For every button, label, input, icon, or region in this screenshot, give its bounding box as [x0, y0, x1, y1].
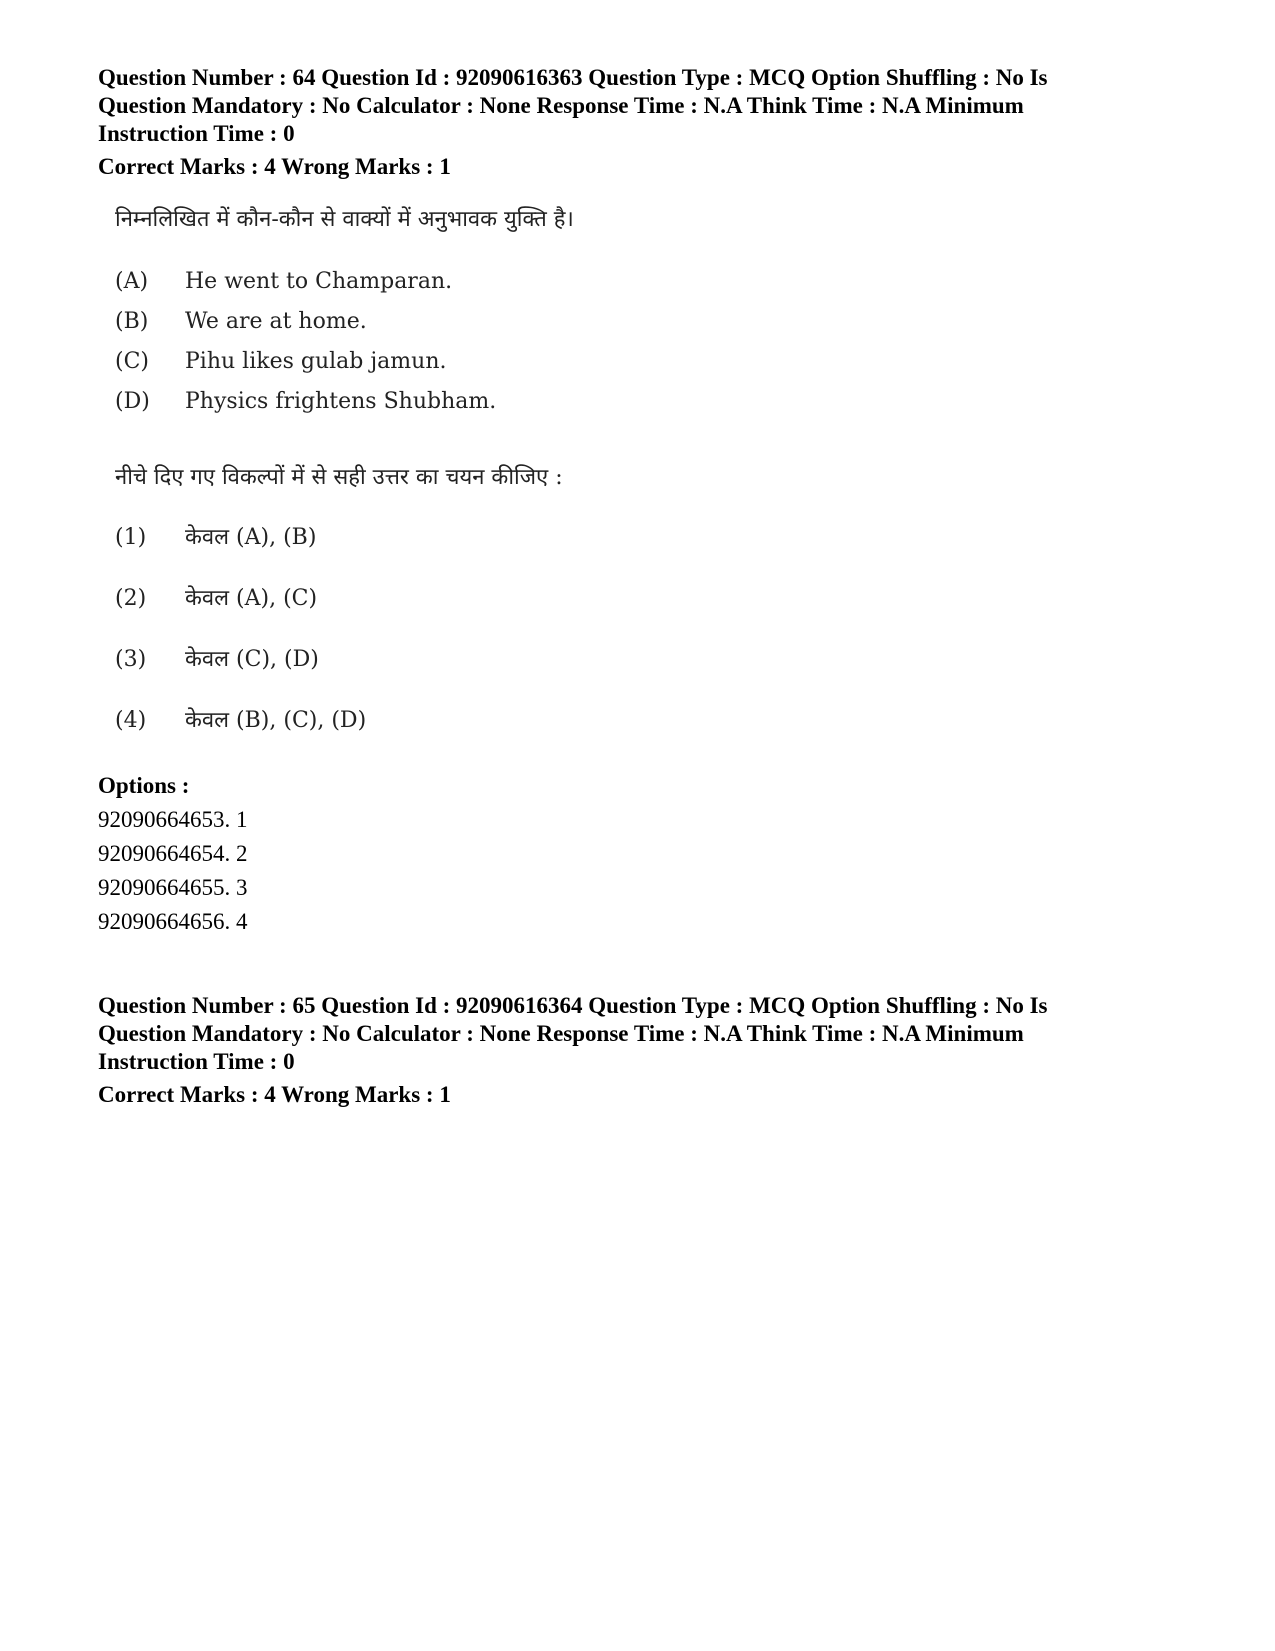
- choice-label: (4): [115, 708, 147, 733]
- statement-text: Physics frightens Shubham.: [185, 389, 497, 414]
- statement-b: [115, 307, 367, 337]
- choice-text: केवल (C), (D): [185, 647, 319, 672]
- question-65-meta: [98, 992, 1178, 1076]
- statement-text: We are at home.: [185, 309, 367, 334]
- statement-a: [115, 267, 452, 297]
- statement-label: (C): [115, 349, 149, 374]
- statement-label: (B): [115, 309, 149, 334]
- choice-text: केवल (B), (C), (D): [185, 708, 367, 733]
- statement-text: Pihu likes gulab jamun.: [185, 349, 447, 374]
- question-64-meta: [98, 64, 1178, 148]
- statement-text: He went to Champaran.: [185, 269, 453, 294]
- choice-label: (2): [115, 586, 147, 611]
- options-list: [98, 806, 1178, 946]
- choice-2: [115, 584, 317, 614]
- meta-line: Instruction Time : 0: [98, 121, 295, 146]
- choice-label: (3): [115, 647, 147, 672]
- options-heading: Options :: [98, 773, 190, 798]
- choice-1: [115, 523, 316, 553]
- meta-line: Question Mandatory : No Calculator : None Response Time : N.A Think Time : N.A Minimum: [98, 1021, 1024, 1046]
- question-instruction: नीचे दिए गए विकल्पों में से सही उत्तर का चयन कीजिए :: [115, 465, 563, 490]
- choice-label: (1): [115, 525, 147, 550]
- choice-4: [115, 706, 366, 736]
- option-item: 92090664655. 3: [98, 875, 248, 900]
- choice-text: केवल (A), (C): [185, 586, 318, 611]
- statement-label: (A): [115, 269, 149, 294]
- option-item: 92090664653. 1: [98, 807, 248, 832]
- statement-d: [115, 387, 496, 417]
- question-65-marks: Correct Marks : 4 Wrong Marks : 1: [98, 1082, 451, 1107]
- question-64-marks: Correct Marks : 4 Wrong Marks : 1: [98, 154, 451, 179]
- option-item: 92090664656. 4: [98, 909, 248, 934]
- meta-line: Question Number : 65 Question Id : 92090616364 Question Type : MCQ Option Shuffling : No Is: [98, 993, 1048, 1018]
- question-64-body: [115, 205, 815, 745]
- option-item: 92090664654. 2: [98, 841, 248, 866]
- question-prompt: निम्नलिखित में कौन-कौन से वाक्यों में अनुभावक युक्ति है।: [115, 207, 574, 232]
- meta-line: Question Number : 64 Question Id : 92090616363 Question Type : MCQ Option Shuffling : No Is: [98, 65, 1048, 90]
- statement-c: [115, 347, 447, 377]
- choice-text: केवल (A), (B): [185, 525, 317, 550]
- meta-line: Question Mandatory : No Calculator : None Response Time : N.A Think Time : N.A Minimum: [98, 93, 1024, 118]
- choice-3: [115, 645, 319, 675]
- meta-line: Instruction Time : 0: [98, 1049, 295, 1074]
- statement-label: (D): [115, 389, 150, 414]
